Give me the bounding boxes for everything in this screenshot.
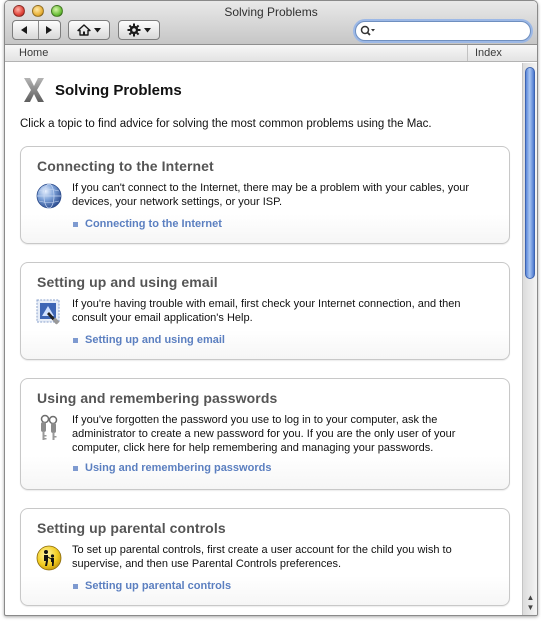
topic-card-passwords <box>20 378 510 490</box>
page-title: Solving Problems <box>55 81 182 99</box>
parental-controls-icon <box>34 543 64 573</box>
forward-arrow-icon <box>44 25 54 35</box>
window-title: Solving Problems <box>224 5 318 19</box>
intro-text: Click a topic to find advice for solving the most common problems using the Mac. <box>20 118 432 130</box>
topic-description: If you're having trouble with email, first check your Internet connection, and then consult your email application's Help. <box>72 298 461 324</box>
index-link[interactable]: Index <box>467 45 537 61</box>
bullet-icon <box>73 222 78 227</box>
bullet-icon <box>73 338 78 343</box>
title-bar <box>5 1 537 45</box>
topic-title: Setting up parental controls <box>37 520 226 536</box>
page-header <box>19 75 522 105</box>
home-icon <box>77 24 91 36</box>
vertical-scrollbar[interactable] <box>522 63 537 615</box>
chevron-down-icon <box>94 28 101 33</box>
topic-title: Setting up and using email <box>37 274 218 290</box>
bullet-icon <box>73 584 78 589</box>
topic-title: Connecting to the Internet <box>37 158 214 174</box>
help-window <box>4 0 538 616</box>
search-input[interactable] <box>380 23 530 39</box>
globe-icon <box>34 181 64 211</box>
search-field[interactable] <box>355 21 531 41</box>
back-button[interactable] <box>13 21 35 39</box>
topic-description: If you can't connect to the Internet, there may be a problem with your cables, your devices, your network settings, or your ISP. <box>72 182 470 208</box>
topic-card-parental-controls <box>20 508 510 606</box>
topic-link-label[interactable]: Setting up and using email <box>85 334 225 346</box>
mac-os-x-logo-icon <box>23 76 45 104</box>
help-content <box>5 63 522 615</box>
scroll-down-arrow-icon[interactable]: ▼ <box>526 603 535 612</box>
back-forward-control <box>12 20 61 40</box>
breadcrumb-home-link[interactable]: Home <box>19 47 49 59</box>
gear-icon <box>127 23 141 37</box>
topic-link-label[interactable]: Using and remembering passwords <box>85 462 272 474</box>
scrollbar-thumb[interactable] <box>525 67 535 279</box>
back-arrow-icon <box>19 25 29 35</box>
keys-icon <box>34 413 64 443</box>
topic-link-passwords[interactable] <box>73 462 495 474</box>
chevron-down-icon <box>144 28 151 33</box>
search-icon <box>360 25 376 37</box>
bullet-icon <box>73 466 78 471</box>
topic-card-internet <box>20 146 510 244</box>
breadcrumb <box>5 45 537 62</box>
topic-description: To set up parental controls, first create a user account for the child you wish to supervise, and then use Parental Controls preferences. <box>72 544 452 570</box>
action-menu-button[interactable] <box>118 20 160 40</box>
topic-description: If you've forgotten the password you use to log in to your computer, ask the administrator to create a new password for you. If you are the only user of your computer, click here for help remembering and managing your passwords. <box>72 414 456 454</box>
topic-link-internet[interactable] <box>73 218 495 230</box>
topic-title: Using and remembering passwords <box>37 390 278 406</box>
topic-card-email <box>20 262 510 360</box>
home-menu-button[interactable] <box>68 20 110 40</box>
mail-stamp-icon <box>34 297 64 327</box>
topic-link-label[interactable]: Setting up parental controls <box>85 580 232 592</box>
scroll-up-arrow-icon[interactable]: ▲ <box>526 593 535 602</box>
topic-link-email[interactable] <box>73 334 495 346</box>
topic-link-label[interactable]: Connecting to the Internet <box>85 218 222 230</box>
forward-button[interactable] <box>38 21 60 39</box>
topic-link-parental-controls[interactable] <box>73 580 495 592</box>
